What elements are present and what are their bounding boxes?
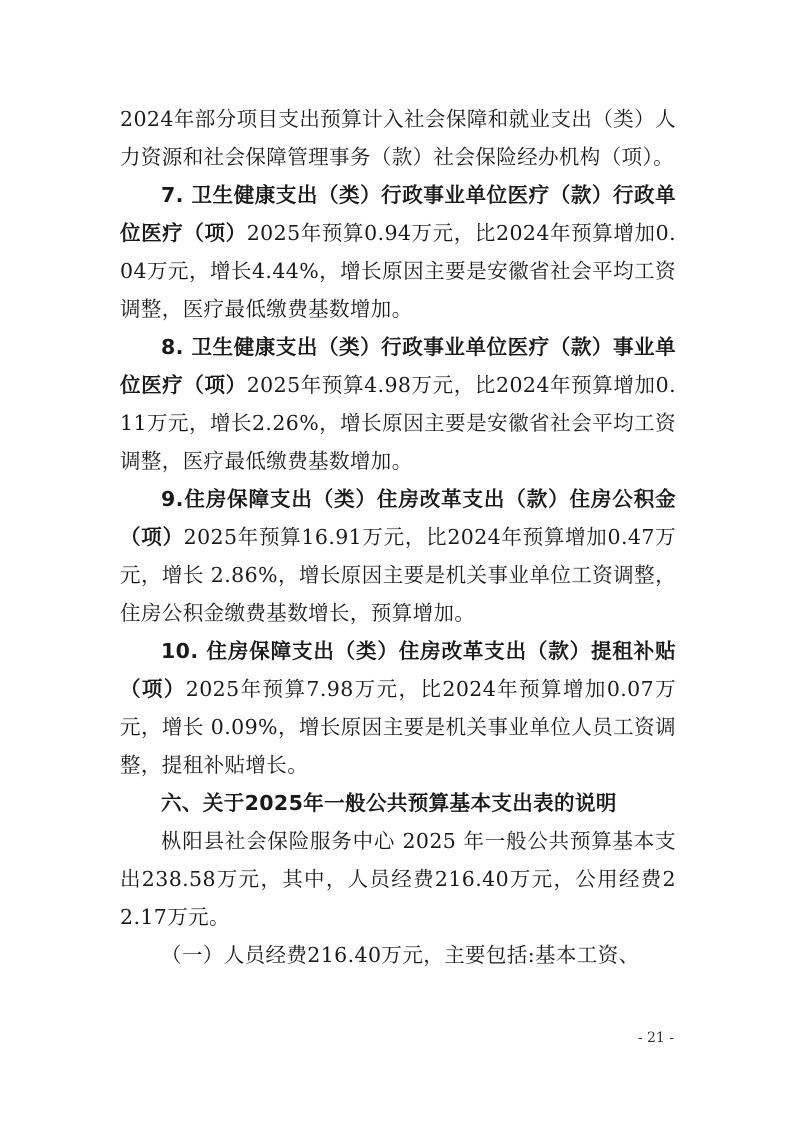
item-10-text: 2025年预算7.98万元，比2024年预算增加0.07万元，增长 0.09%，增长原因主要是机关事业单位人员工资调整，提租补贴增长。	[120, 677, 677, 777]
paragraph-item-7	[120, 176, 676, 328]
paragraph-item-10	[120, 632, 676, 784]
paragraph-item-9	[120, 480, 676, 632]
page-number: - 21 -	[637, 1030, 674, 1046]
item-7-title: 7. 卫生健康支出（类）行政事业单位医疗（款）行政单位医疗（项）	[120, 183, 676, 245]
paragraph-basic-expenditure: 枞阳县社会保险服务中心 2025 年一般公共预算基本支出238.58万元，其中，人员经费216.40万元，公用经费22.17万元。	[120, 829, 676, 929]
document-body	[120, 100, 676, 974]
paragraph-item-8	[120, 328, 676, 480]
section-heading-6: 六、关于2025年一般公共预算基本支出表的说明	[161, 791, 617, 815]
item-7-text: 2025年预算0.94万元，比2024年预算增加0.04万元，增长4.44%，增长原因主要是安徽省社会平均工资调整，医疗最低缴费基数增加。	[120, 221, 676, 321]
paragraph-personnel-expenses: （一）人员经费216.40万元，主要包括:基本工资、	[161, 943, 640, 967]
item-9-title: 9.住房保障支出（类）住房改革支出（款）住房公积金（项）	[120, 487, 676, 549]
item-8-title: 8. 卫生健康支出（类）行政事业单位医疗（款）事业单位医疗（项）	[120, 335, 676, 397]
item-9-text: 2025年预算16.91万元，比2024年预算增加0.47万元，增长 2.86%，增长原因主要是机关事业单位工资调整，住房公积金缴费基数增长，预算增加。	[120, 525, 676, 625]
item-10-title: 10. 住房保障支出（类）住房改革支出（款）提租补贴（项）	[120, 639, 676, 701]
paragraph-continuation: 2024年部分项目支出预算计入社会保障和就业支出（类）人力资源和社会保障管理事务（款）社会保险经办机构（项）。	[120, 107, 676, 169]
item-8-text: 2025年预算4.98万元，比2024年预算增加0.11万元，增长2.26%，增长原因主要是安徽省社会平均工资调整，医疗最低缴费基数增加。	[120, 373, 676, 473]
